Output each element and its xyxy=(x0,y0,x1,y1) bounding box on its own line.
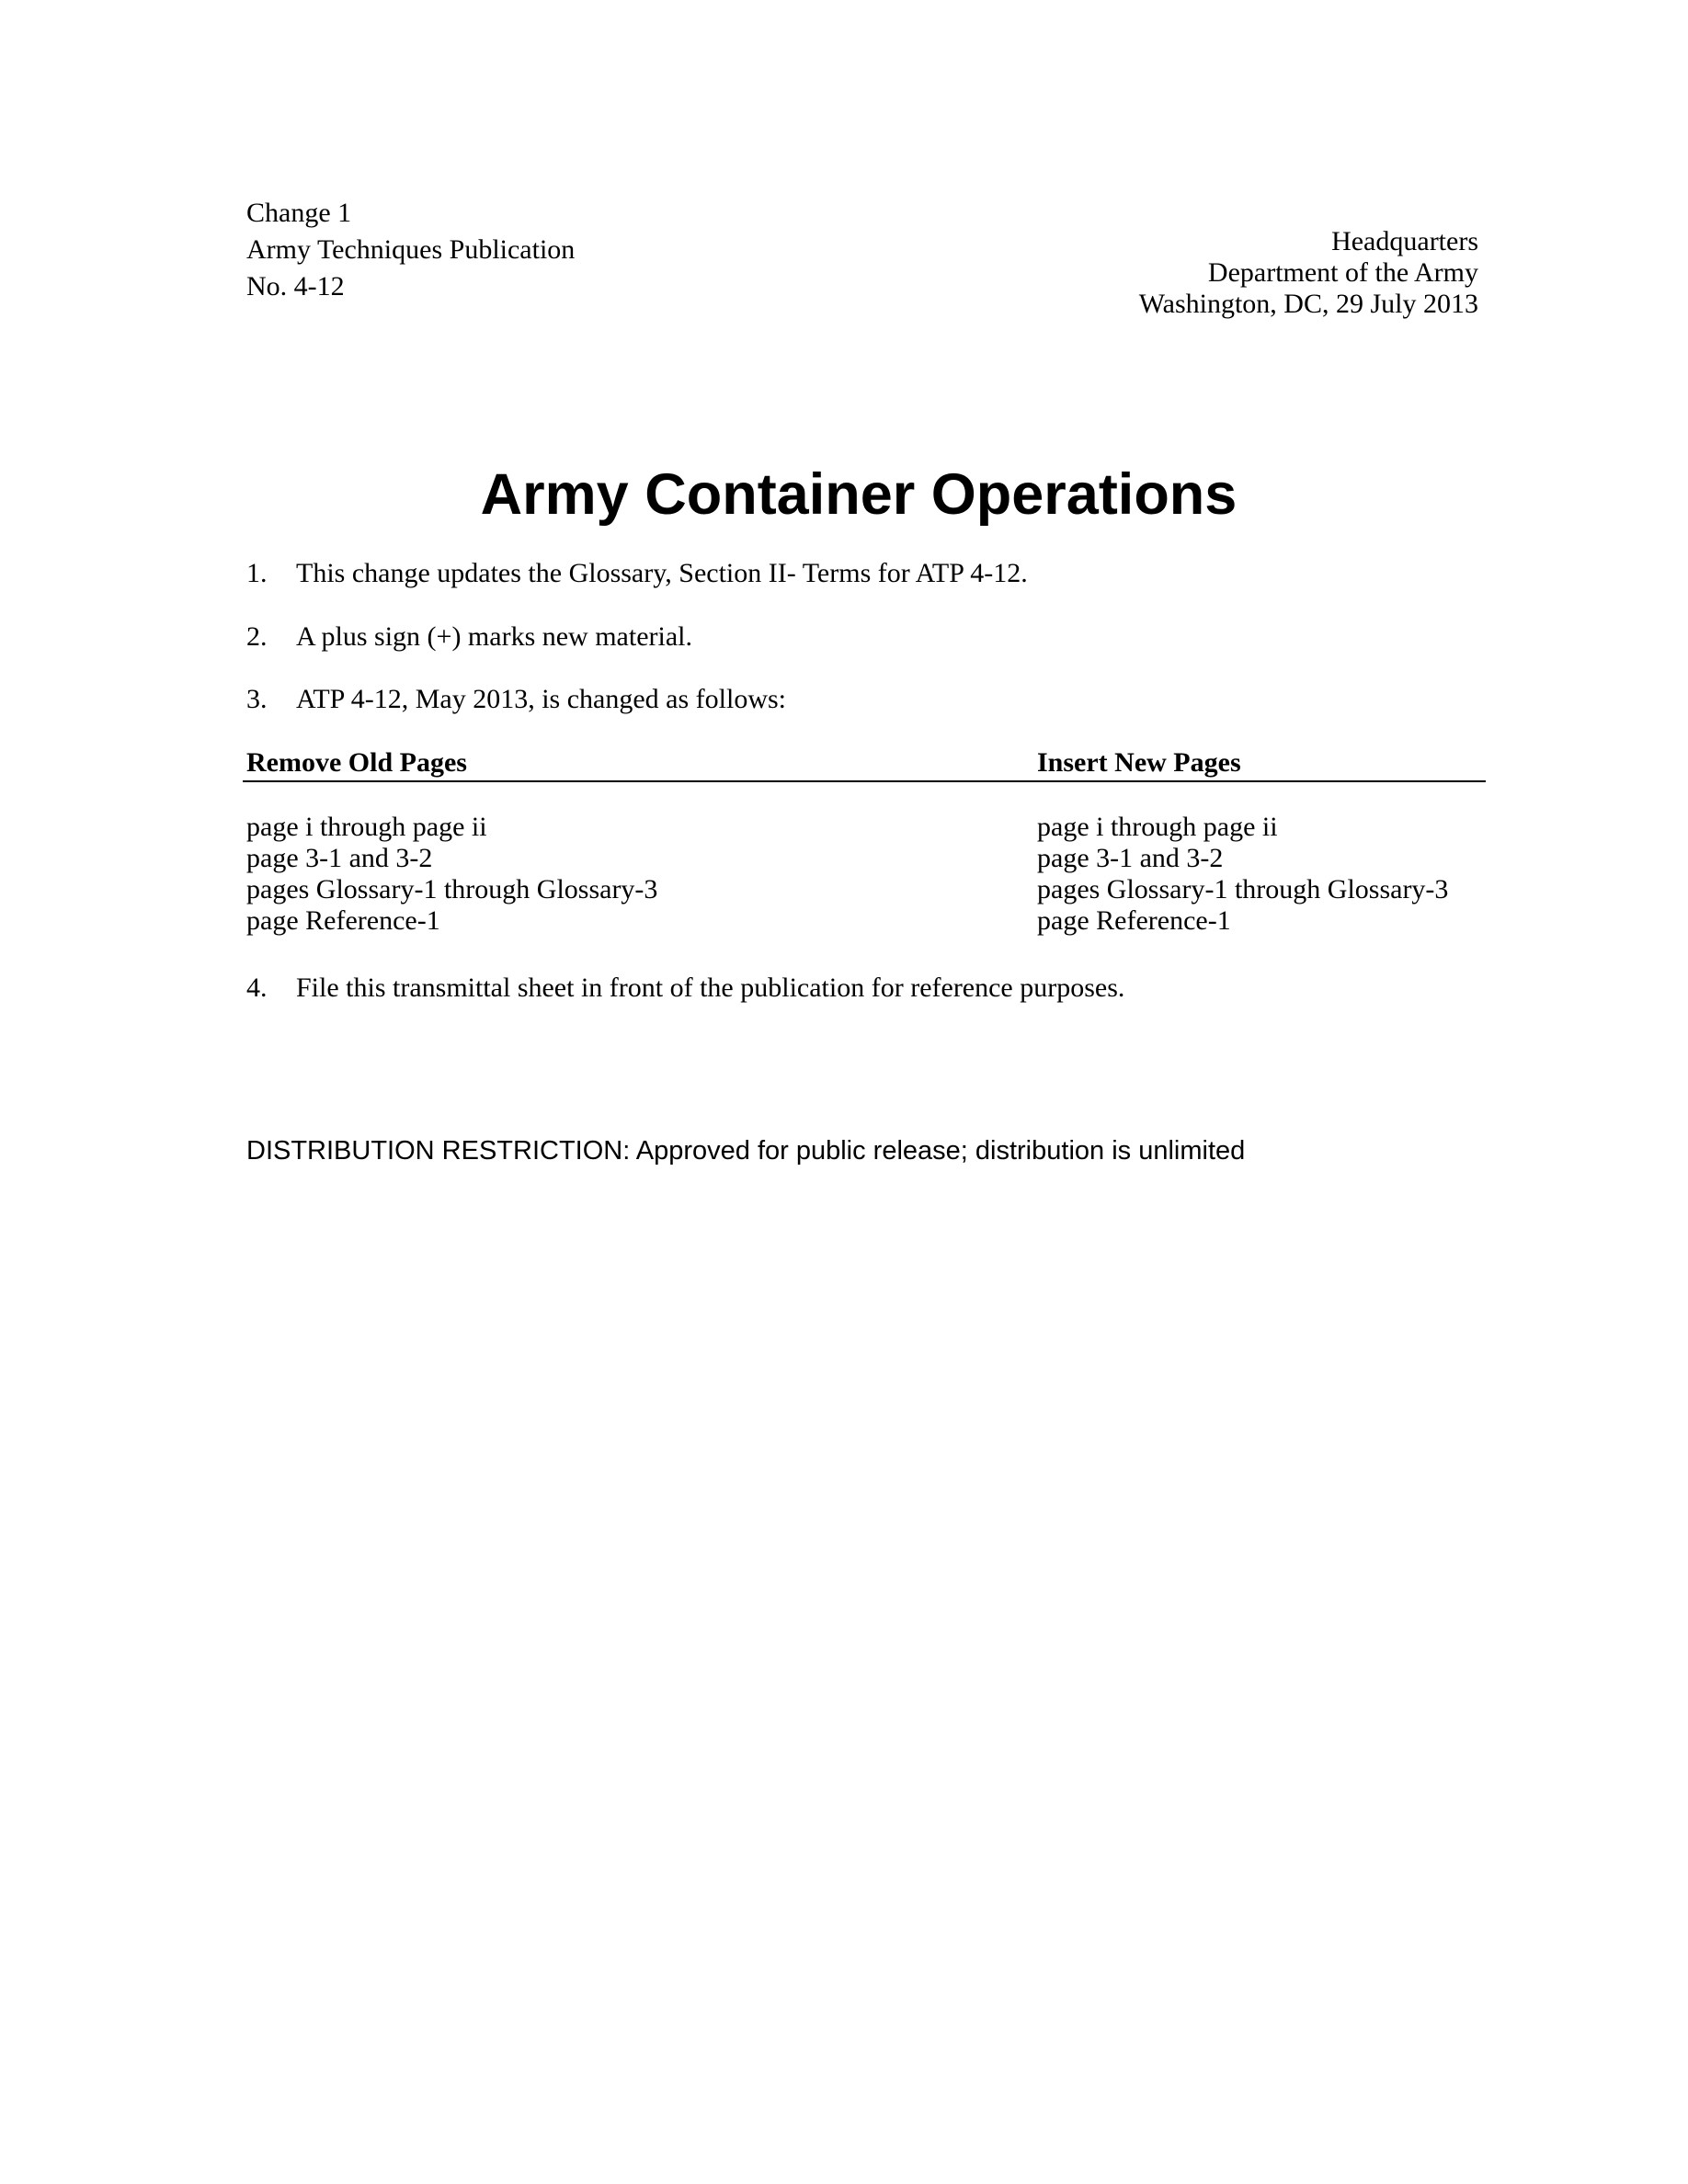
table-row xyxy=(246,843,1488,874)
item-number: 1. xyxy=(246,558,268,588)
insert-page-cell: pages Glossary-1 through Glossary-3 xyxy=(1037,874,1449,904)
publication-type: Army Techniques Publication xyxy=(246,234,576,265)
item-number: 2. xyxy=(246,621,268,652)
distribution-restriction: DISTRIBUTION RESTRICTION: Approved for public release; distribution is unlimited xyxy=(246,1136,1246,1166)
item-number: 4. xyxy=(246,973,268,1003)
item-text: File this transmittal sheet in front of the publication for reference purposes. xyxy=(296,973,1125,1003)
table-row xyxy=(246,812,1488,843)
item-text: A plus sign (+) marks new material. xyxy=(296,621,693,652)
insert-page-cell: page 3-1 and 3-2 xyxy=(1037,843,1224,873)
numbered-item xyxy=(246,970,1488,1007)
remove-page-cell: page Reference-1 xyxy=(246,905,440,936)
item-text: This change updates the Glossary, Section II- Terms for ATP 4-12. xyxy=(296,558,1028,588)
insert-page-cell: page i through page ii xyxy=(1037,812,1278,842)
location-date: Washington, DC, 29 July 2013 xyxy=(1138,289,1478,319)
insert-new-pages-heading: Insert New Pages xyxy=(1037,747,1241,778)
item-text: ATP 4-12, May 2013, is changed as follows: xyxy=(296,684,786,714)
page-table-header xyxy=(243,745,1486,782)
insert-page-cell: page Reference-1 xyxy=(1037,905,1231,936)
publication-number: No. 4-12 xyxy=(246,271,345,301)
remove-page-cell: page i through page ii xyxy=(246,812,487,842)
remove-page-cell: pages Glossary-1 through Glossary-3 xyxy=(246,874,658,904)
remove-page-cell: page 3-1 and 3-2 xyxy=(246,843,433,873)
page-table-body xyxy=(246,812,1488,937)
table-row xyxy=(246,874,1488,905)
issuing-authority xyxy=(743,226,1478,320)
document-title: Army Container Operations xyxy=(480,462,1237,527)
numbered-item xyxy=(246,555,1488,592)
remove-old-pages-heading: Remove Old Pages xyxy=(246,747,467,778)
numbered-item xyxy=(246,619,1488,655)
item-number: 3. xyxy=(246,684,268,714)
table-row xyxy=(246,905,1488,937)
numbered-item xyxy=(246,681,1488,718)
change-number: Change 1 xyxy=(246,198,352,228)
headquarters-label: Headquarters xyxy=(1331,226,1478,256)
department-label: Department of the Army xyxy=(1207,257,1478,288)
